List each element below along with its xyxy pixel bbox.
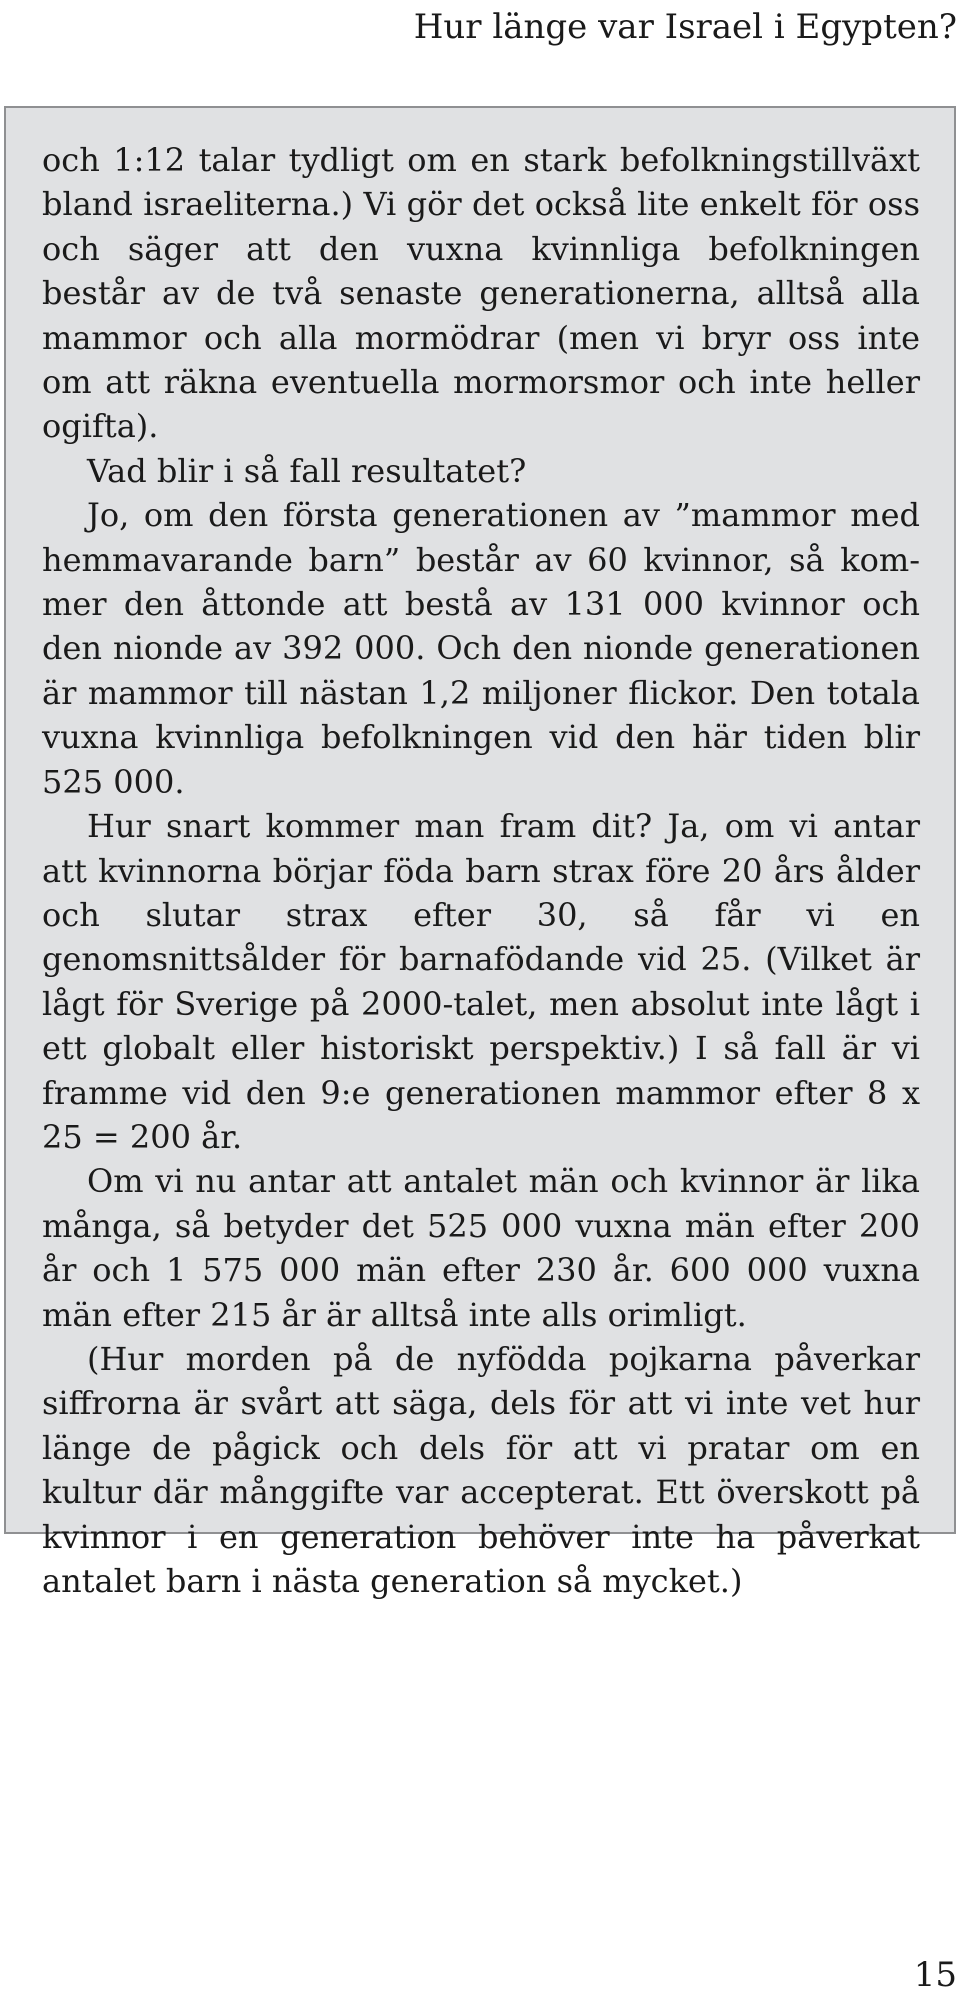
- paragraph-4: Hur snart kommer man fram dit? Ja, om vi antar att kvinnorna börjar föda barn strax före 20 års ålder och slutar strax efter 30, så får vi en genomsnittsålder för barnafödande vid 25. (Vilket är lågt för Sverige på 2000-talet, men absolut inte lågt i ett globalt eller historiskt perspektiv.) I så fall är vi framme vid den 9:e generationen mammor efter 8 x 25 = 200 år.: [42, 807, 920, 1156]
- paragraph-1: och 1:12 talar tydligt om en stark befolkningstillväxt bland israeliterna.) Vi gör det också lite enkelt för oss och säger att den vuxna kvinnliga befolkningen består av de två senaste generationerna, alltså alla mammor och alla mormödrar (men vi bryr oss inte om att räkna eventuella mormorsmor och inte heller ogifta).: [42, 141, 920, 446]
- running-header-title: Hur länge var Israel i Egypten?: [413, 7, 957, 47]
- paragraph-3: Jo, om den första generationen av ”mammor med hemmavarande barn” består av 60 kvinnor, så kommer den åttonde att bestå av 131 000 kvinnor och den nionde av 392 000. Och den nionde generationen är mammor till nästan 1,2 miljoner flickor. Den totala vuxna kvinnliga befolkningen vid den här tiden blir 525 000.: [42, 496, 920, 801]
- gray-text-box: [4, 106, 956, 1600]
- page-number: 15: [913, 1955, 957, 1995]
- paragraph-6: (Hur morden på de nyfödda pojkarna påverkar siffrorna är svårt att säga, dels för att vi inte vet hur länge de pågick och dels för att vi pratar om en kultur där månggifte var accepterat. Ett överskott på kvinnor i en generation behöver inte ha påverkat antalet barn i nästa generation så mycket.): [42, 1339, 920, 1600]
- paragraph-2: Vad blir i så fall resultatet?: [87, 451, 527, 490]
- paragraph-5: Om vi nu antar att antalet män och kvinnor är lika många, så betyder det 525 000 vuxna män efter 200 år och 1 575 000 män efter 230 år. 600 000 vuxna män efter 215 år är alltså inte alls orimligt.: [42, 1162, 920, 1334]
